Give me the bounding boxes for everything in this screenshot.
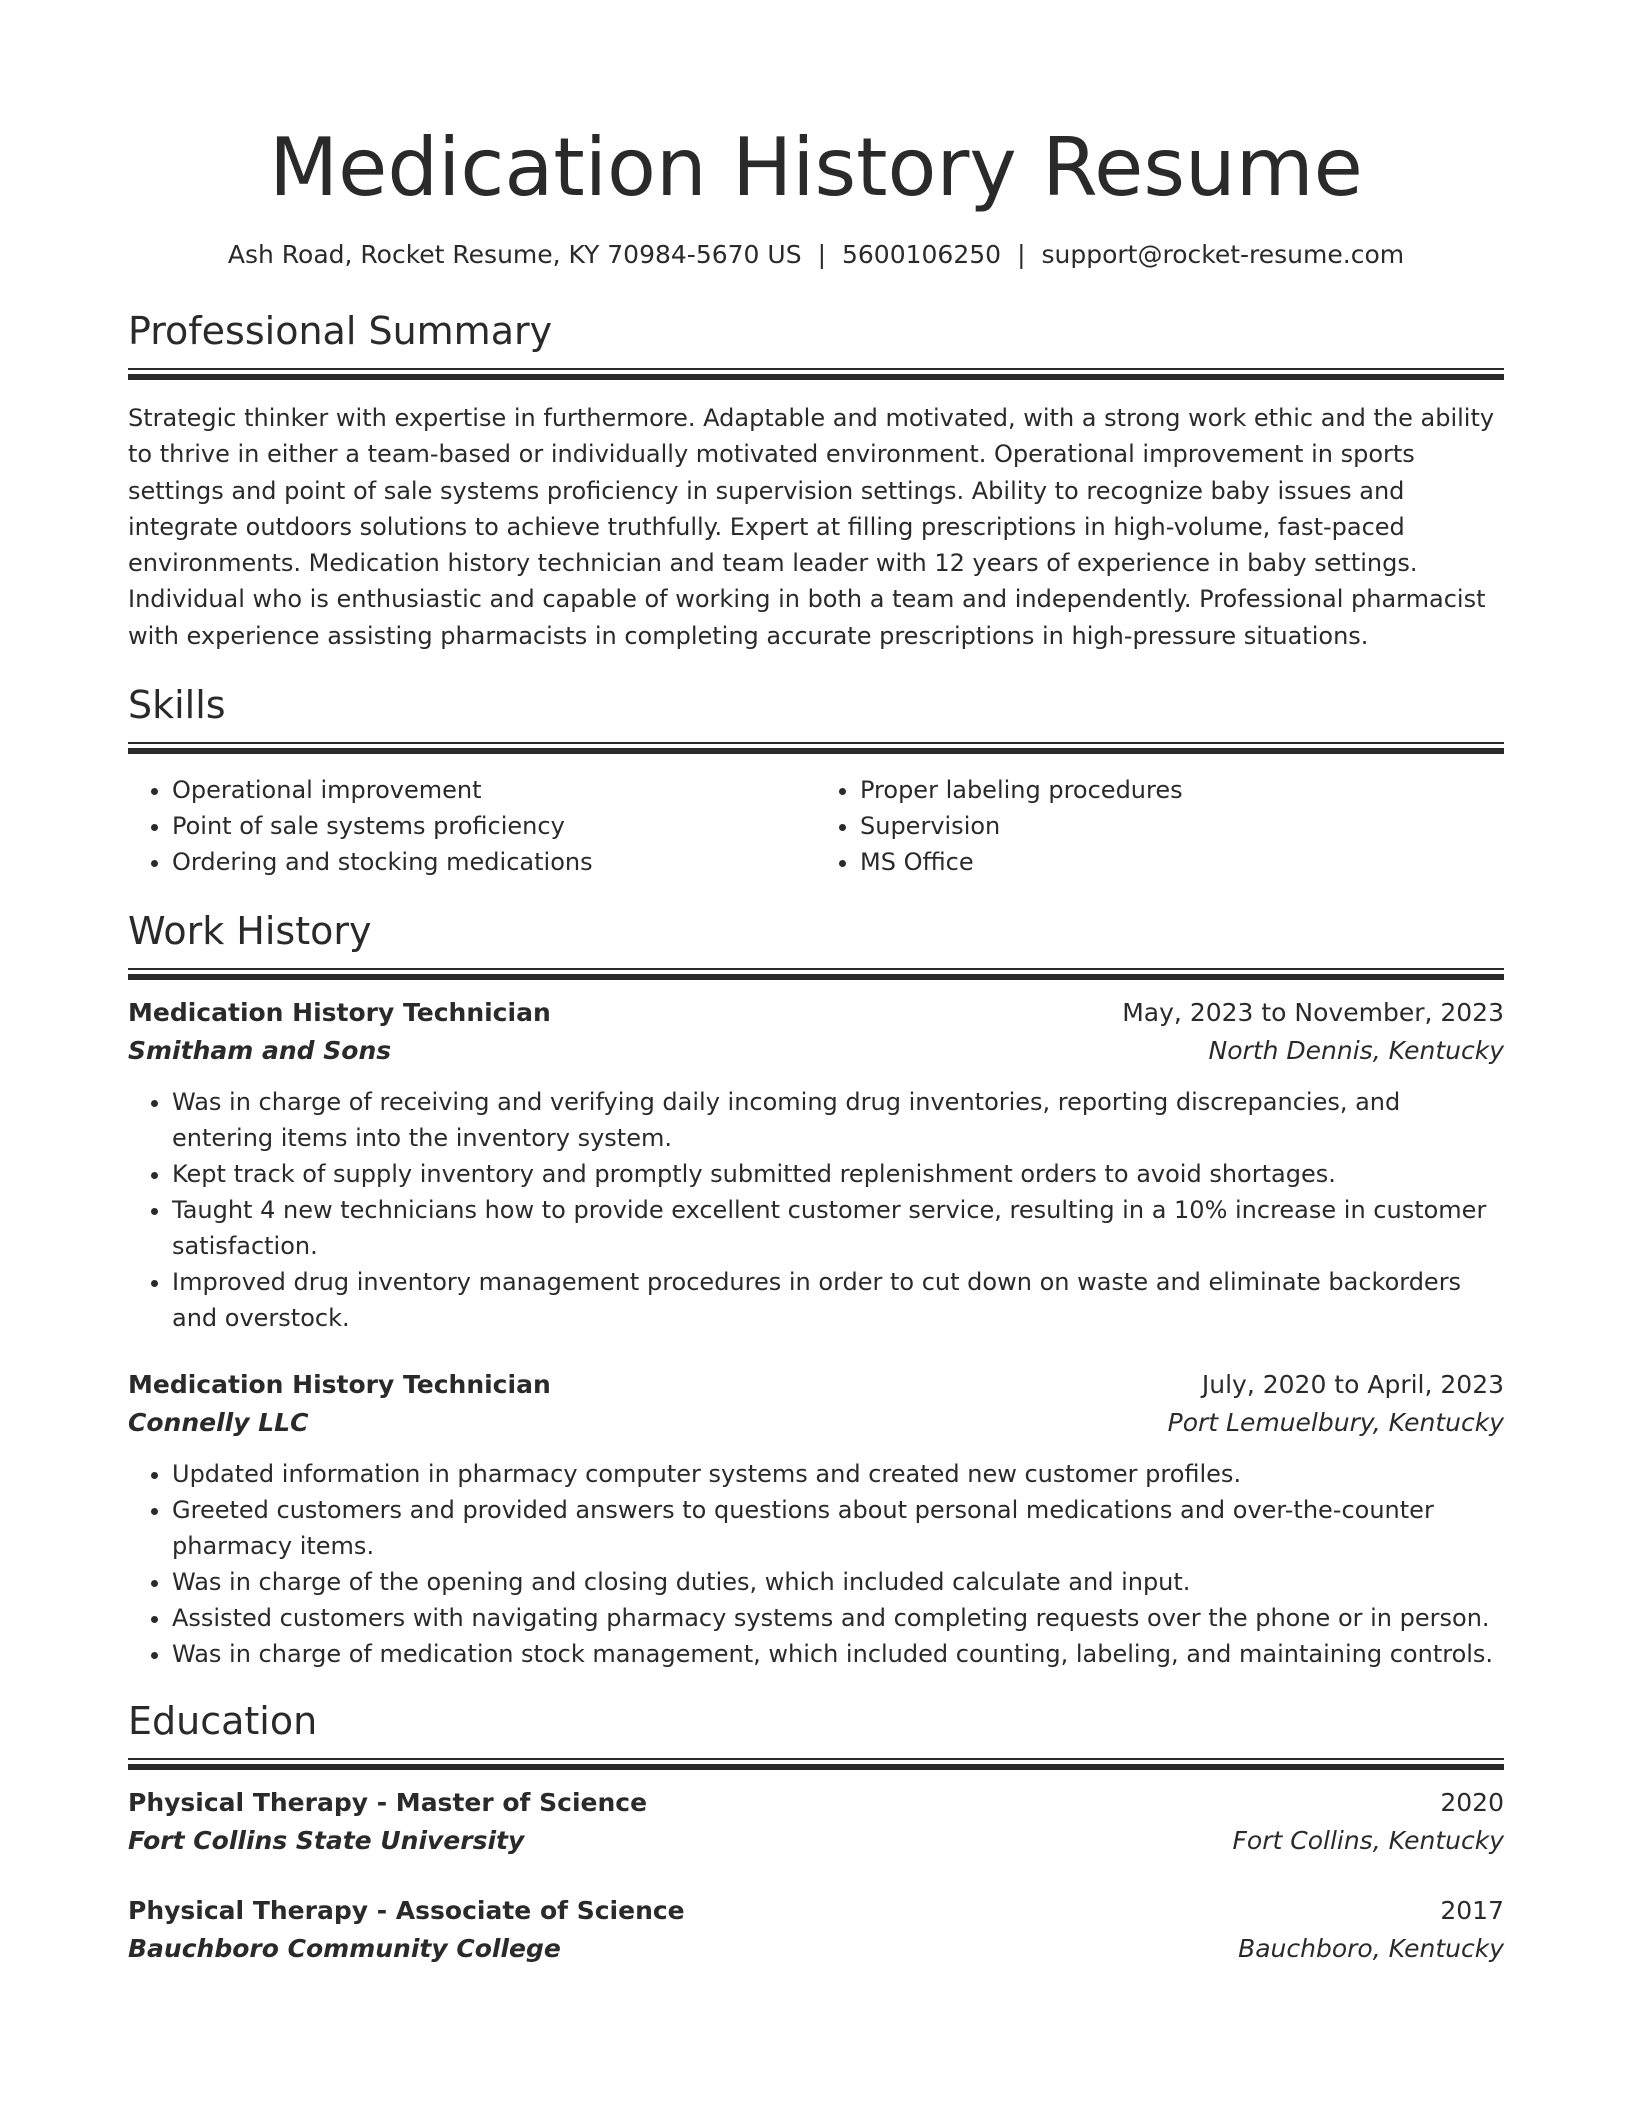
section-title-education: Education	[128, 1699, 318, 1744]
section-title-skills: Skills	[128, 683, 226, 728]
education-degree: Physical Therapy - Associate of Science	[128, 1896, 685, 1926]
resume-name: Medication History Resume	[269, 121, 1363, 214]
job-bullet: • Kept track of supply inventory and promptly submitted replenishment orders to avoid shortages.	[172, 1156, 1504, 1192]
skills-column-left	[128, 772, 816, 880]
job-dates: May, 2023 to November, 2023	[1122, 998, 1504, 1028]
job-dates: July, 2020 to April, 2023	[1201, 1370, 1504, 1400]
job-bullet: • Was in charge of medication stock management, which included counting, labeling, and maintaining controls.	[172, 1636, 1504, 1672]
education-location: Fort Collins, Kentucky	[1232, 1826, 1504, 1856]
section-title-summary: Professional Summary	[128, 309, 553, 353]
job-bullets	[128, 1084, 1504, 1336]
job-bullet: • Was in charge of the opening and closing duties, which included calculate and input.	[172, 1564, 1504, 1600]
education-location: Bauchboro, Kentucky	[1238, 1934, 1504, 1964]
job-company: Connelly LLC	[128, 1408, 309, 1438]
job-subheader	[128, 1404, 1504, 1442]
education-school: Bauchboro Community College	[128, 1934, 561, 1964]
section-divider	[128, 368, 1504, 378]
job-company: Smitham and Sons	[128, 1036, 392, 1066]
job-bullet: • Assisted customers with navigating pharmacy systems and completing requests over the phone or in person.	[172, 1600, 1504, 1636]
education-year: 2020	[1440, 1788, 1504, 1818]
education-subheader	[128, 1822, 1504, 1860]
contact-email: support@rocket-resume.com	[1041, 240, 1405, 269]
job-entry	[128, 1366, 1504, 1672]
skill-item: • Proper labeling procedures	[860, 772, 1504, 808]
section-divider	[128, 1758, 1504, 1768]
job-location: North Dennis, Kentucky	[1208, 1036, 1504, 1066]
job-header	[128, 994, 1504, 1032]
summary-section	[128, 306, 1504, 654]
skill-item: • Supervision	[860, 808, 1504, 844]
section-divider	[128, 968, 1504, 978]
education-school: Fort Collins State University	[128, 1826, 525, 1856]
summary-text: Strategic thinker with expertise in furthermore. Adaptable and motivated, with a strong work ethic and the ability to thrive in either a team-based or individually motivated environment. Operational improvement in sports settings and point of sale systems proficiency in supervision settings. Ability to recognize baby issues and integrate outdoors solutions to achieve truthfully. Expert at filling prescriptions in high-volume, fast-paced environments. Medication history technician and team leader with 12 years of experience in baby settings. Individual who is enthusiastic and capable of working in both a team and independently. Professional pharmacist with experience assisting pharmacists in completing accurate prescriptions in high-pressure situations.	[128, 404, 1495, 650]
job-bullet: • Was in charge of receiving and verifying daily incoming drug inventories, reporting discrepancies, and entering items into the inventory system.	[172, 1084, 1504, 1156]
education-header	[128, 1892, 1504, 1930]
skills-section	[128, 680, 1504, 880]
contact-line	[128, 238, 1504, 272]
contact-separator: |	[817, 240, 826, 269]
job-header	[128, 1366, 1504, 1404]
education-entry	[128, 1784, 1504, 1860]
job-bullet: • Improved drug inventory management procedures in order to cut down on waste and eliminate backorders and overstock.	[172, 1264, 1504, 1336]
job-bullet: • Taught 4 new technicians how to provide excellent customer service, resulting in a 10% increase in customer satisfaction.	[172, 1192, 1504, 1264]
job-bullets	[128, 1456, 1504, 1672]
section-title-work: Work History	[128, 909, 372, 954]
contact-phone: 5600106250	[842, 240, 1002, 269]
skills-list	[128, 772, 1504, 880]
skill-item: • Point of sale systems proficiency	[172, 808, 816, 844]
skill-item: • Ordering and stocking medications	[172, 844, 816, 880]
job-subheader	[128, 1032, 1504, 1070]
job-title: Medication History Technician	[128, 1370, 551, 1400]
job-bullet: • Updated information in pharmacy computer systems and created new customer profiles.	[172, 1456, 1504, 1492]
skill-item: • Operational improvement	[172, 772, 816, 808]
education-degree: Physical Therapy - Master of Science	[128, 1788, 648, 1818]
contact-separator: |	[1017, 240, 1026, 269]
education-year: 2017	[1440, 1896, 1504, 1926]
job-title: Medication History Technician	[128, 998, 551, 1028]
skills-column-right	[816, 772, 1504, 880]
job-bullet: • Greeted customers and provided answers to questions about personal medications and over-the-counter pharmacy items.	[172, 1492, 1504, 1564]
education-section	[128, 1696, 1504, 1968]
education-subheader	[128, 1930, 1504, 1968]
work-section	[128, 906, 1504, 1672]
skill-item: • MS Office	[860, 844, 1504, 880]
contact-address: Ash Road, Rocket Resume, KY 70984-5670 US	[227, 240, 802, 269]
education-header	[128, 1784, 1504, 1822]
education-entry	[128, 1892, 1504, 1968]
section-divider	[128, 742, 1504, 752]
job-location: Port Lemuelbury, Kentucky	[1167, 1408, 1504, 1438]
job-entry	[128, 994, 1504, 1336]
